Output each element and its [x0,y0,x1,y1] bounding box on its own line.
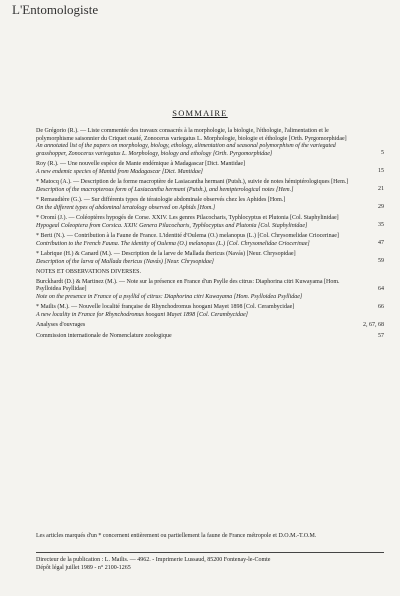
entry-page: 15 [378,168,384,174]
publisher-line: Directeur de la publication : L. Mailis. — 4962. - Imprimerie Lussaud, 85200 Fontenay-le-Comte [36,557,271,563]
footnote: Les articles marqués d'un * concernent entièrement ou partiellement la faune de France métropole et D.O.M.-T.O.M. [36,533,317,539]
contents-entry [36,197,384,212]
journal-title: L'Entomologiste [12,2,99,17]
star-marker: * [36,197,41,203]
entry-translation: Contribution to the French Fauna. The identity of Oulema (O.) melanopus (L.) [Col. Chrysomelidae Criocerinae] [36,240,310,247]
imprint [36,557,384,572]
commission-entry [36,333,384,341]
entry-author: Oromí (J.). [40,215,67,221]
entry-author: Matocq (A.). [40,179,72,185]
entry-title: — Description de la forme macroptère de Lasiacantha hermani (Putsh.), suivie de notes hémiptérologiques [Hem.] [73,179,349,185]
notes-heading: NOTES ET OBSERVATIONS DIVERSES. [36,269,141,275]
entry-author: De Grégorio (R.). [36,128,79,134]
contents-entry [36,251,384,266]
star-marker: * [36,251,41,257]
entry-translation: An annotated list of the papers on morphology, biology, ethology, alimentation and seasonal polymorphism of the variegated grasshopper, Zonocerus variegatus L. Morphology, biology and ethology [Orth. Pyrgomorphidae] [36,143,336,157]
contents-entry [36,233,384,248]
entry-page: 29 [378,204,384,210]
analyses-label: Analyses d'ouvrages [36,322,86,328]
star-marker: * [36,179,41,185]
entry-author: Burckhardt (D.) & Martinez (M.). [36,278,118,285]
star-marker: * [36,304,41,310]
entry-title: — Liste commentée des travaux consacrés à la morphologie, la biologie, l'éthologie, l'alimentation et le polymorphisme saisonnier du Criquet ouaté, Zonocerus variegatus L. Morphologie, biologie et éthologie [Orth. Pyrgomorphidae] [36,128,347,142]
entry-page: 59 [378,258,384,264]
entry-title: — Nouvelle localité française de Rhynchodromus hoogani Mayet 1898 [Col. Cerambycidae] [71,304,295,310]
entry-page: 47 [378,240,384,246]
divider [36,552,384,553]
entry-title: — Sur différents types de tératologie abdominale observés chez les Aphides [Hom.] [83,197,286,203]
entry-page: 64 [378,285,384,292]
contents-entry [36,128,384,158]
star-marker: * [36,215,41,221]
analyses-pages: 2, 67, 68 [363,322,384,328]
commission-label: Commission internationale de Nomenclature zoologique [36,332,172,339]
entry-author: Remaudière (G.). [40,197,83,203]
contents-entry [36,161,384,176]
entry-translation: A new endemic species of Mantid from Madagascar [Dict. Mantidae] [36,168,203,175]
contents-heading: SOMMAIRE [172,108,228,118]
commission-pages: 57 [378,332,384,339]
entry-title: — Description de la larve de Mallada ibericus (Navás) [Neur. Chrysopidae] [113,251,296,257]
analyses-entry [36,322,384,330]
entry-translation: Hypogeal Coleoptera from Corsica. XXIV. Genera Pilacocharis, Typhlocyptus and Plutonia [Col. Staphylinidae] [36,222,308,229]
contents-entry [36,179,384,194]
note-entry [36,279,384,302]
contents-entry [36,215,384,230]
entry-title: — Note sur la présence en France d'un Psylle des citrus: Diaphorina citri Kuwayama [Hom. Psylloidea Psyllidae] [36,278,340,292]
entry-page: 21 [378,186,384,192]
entry-author: Mailis (M.). [40,304,70,310]
entry-title: — Coléoptères hypogés de Corse. XXIV. Les genres Pilacocharis, Typhlocyptus et Plutonia [Col. Staphylinidae] [68,215,339,221]
entry-translation: A new locality in France for Rhynchodromus hoogani Mayet 1898 [Col. Cerambycidae] [36,311,248,318]
entry-translation: Description of the macropterous form of Lasiacantha hermani (Putsh.), and hemipterological notes [Hem.] [36,186,294,193]
entry-page: 66 [378,304,384,310]
note-entry [36,304,384,319]
entry-title: — Contribution à la Faune de France. L'identité d'Oulema (O.) melanopus (L.) [Col. Chrysomelidae Criocerinae] [66,233,339,239]
entry-translation: On the different types of abdominal teratology observed on Aphids [Hom.] [36,204,216,211]
entry-author: Roy (R.). [36,161,59,167]
entry-page: 5 [381,150,384,156]
entry-translation: Note on the presence in France of a psyllid of citrus: Diaphorina citri Kuwayama [Hom. Psylloidea Psyllidae] [36,293,303,300]
contents-list [36,128,384,343]
deposit-line: Dépôt légal juillet 1989 - n° 2100-1265 [36,564,131,571]
entry-author: Berti (N.). [40,233,66,239]
entry-title: — Une nouvelle espèce de Mante endémique à Madagascar [Dict. Mantidae] [60,161,246,167]
star-marker: * [36,233,41,239]
entry-author: Labrique (H.) & Canard (M.). [40,251,113,257]
entry-page: 35 [378,222,384,228]
entry-translation: Description of the larva of Mallada ibericus (Navás) [Neur. Chrysopidae] [36,258,214,265]
